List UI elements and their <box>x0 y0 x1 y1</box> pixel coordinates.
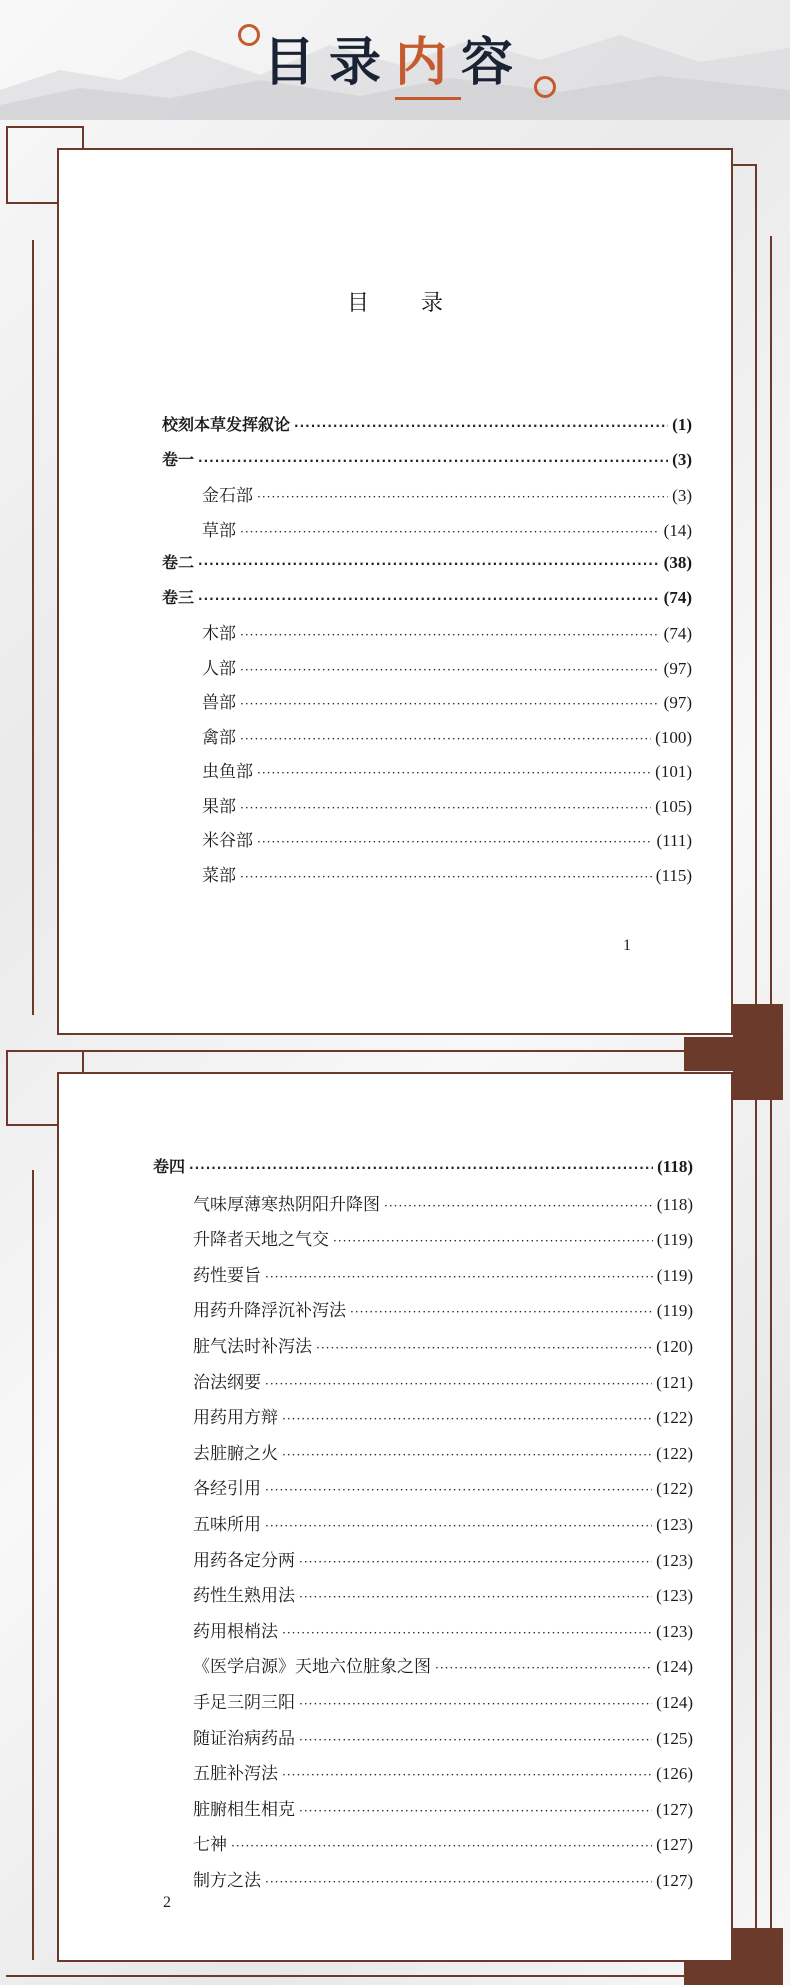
toc-entry-page: (97) <box>663 658 692 678</box>
toc-leader-dots <box>282 1626 652 1640</box>
toc-entry-page: (121) <box>656 1372 693 1392</box>
toc-entry-page: (1) <box>672 415 692 434</box>
toc-entry-page: (105) <box>655 796 692 816</box>
toc-entry-title: 药性要旨 <box>193 1265 261 1286</box>
toc-entry-title: 菜部 <box>202 865 236 886</box>
toc-leader-dots <box>282 1412 652 1426</box>
toc-entry-title: 药用根梢法 <box>193 1621 278 1642</box>
toc-entry-page: (119) <box>656 1230 693 1250</box>
header-title-char: 容 <box>461 32 528 93</box>
toc-entry[interactable] <box>153 1296 693 1332</box>
toc-entry-page: (118) <box>656 1194 693 1214</box>
toc-entry[interactable] <box>153 1368 693 1404</box>
toc-leader-dots <box>265 1519 652 1533</box>
toc-leader-dots <box>189 1161 653 1175</box>
toc-entry[interactable] <box>162 688 692 723</box>
toc-entry-page: (125) <box>656 1728 693 1748</box>
toc-entry-title: 金石部 <box>202 486 253 506</box>
toc-entry-title: 制方之法 <box>193 1870 261 1891</box>
toc-entry[interactable] <box>162 550 692 585</box>
frame-line <box>6 126 8 204</box>
toc-entry[interactable] <box>162 481 692 516</box>
frame-line <box>32 240 34 1015</box>
frame-line <box>6 1050 686 1052</box>
toc-entry-page: (101) <box>655 762 692 781</box>
toc-entry-title: 气味厚薄寒热阴阳升降图 <box>193 1194 380 1215</box>
toc-entry-title: 脏气法时补泻法 <box>193 1336 312 1357</box>
frame-line <box>32 1170 34 1960</box>
toc-list <box>153 1154 693 1901</box>
toc-leader-dots <box>282 1448 652 1462</box>
toc-leader-dots <box>299 1590 652 1604</box>
toc-entry-page: (123) <box>656 1586 693 1606</box>
toc-entry-page: (122) <box>656 1443 693 1463</box>
toc-entry-page: (127) <box>656 1799 693 1819</box>
decorative-ring <box>534 76 556 98</box>
toc-entry-page: (123) <box>656 1550 693 1570</box>
frame-line <box>770 236 772 1006</box>
toc-entry-title: 校刻本草发挥叙论 <box>162 415 291 434</box>
toc-entry-title: 卷一 <box>162 449 195 469</box>
toc-leader-dots <box>294 419 668 433</box>
page-number: 1 <box>623 937 631 954</box>
toc-entry-title: 各经引用 <box>193 1479 261 1500</box>
toc-entry[interactable] <box>162 412 692 447</box>
toc-leader-dots <box>198 592 660 606</box>
toc-leader-dots <box>333 1234 653 1248</box>
toc-entry[interactable] <box>153 1830 693 1866</box>
toc-entry[interactable] <box>162 654 692 689</box>
toc-entry[interactable] <box>153 1154 693 1190</box>
toc-entry-page: (3) <box>672 449 692 469</box>
corner-block <box>733 1928 783 1985</box>
toc-entry-title: 用药各定分两 <box>193 1550 295 1571</box>
toc-entry-page: (126) <box>656 1764 693 1784</box>
toc-entry[interactable] <box>162 723 692 758</box>
toc-entry[interactable] <box>162 619 692 654</box>
toc-leader-dots <box>435 1661 652 1675</box>
toc-entry[interactable] <box>162 861 692 896</box>
toc-entry-title: 用药升降浮沉补泻法 <box>193 1301 346 1322</box>
toc-list <box>162 412 692 895</box>
corner-block <box>733 1004 783 1100</box>
frame-line <box>755 1100 757 1930</box>
toc-leader-dots <box>257 835 652 849</box>
toc-entry-title: 兽部 <box>202 693 236 713</box>
toc-leader-dots <box>265 1270 653 1284</box>
toc-entry-page: (38) <box>663 553 692 572</box>
toc-entry-page: (118) <box>657 1157 693 1176</box>
toc-entry-page: (127) <box>656 1835 693 1855</box>
toc-entry[interactable] <box>162 516 692 551</box>
toc-entry-page: (119) <box>656 1301 693 1321</box>
toc-entry-page: (14) <box>663 520 692 540</box>
toc-entry[interactable] <box>162 757 692 792</box>
toc-entry-title: 果部 <box>202 796 236 817</box>
toc-entry-title: 卷二 <box>162 553 195 572</box>
frame-line <box>755 164 757 1004</box>
toc-entry[interactable] <box>153 1332 693 1368</box>
toc-leader-dots <box>299 1555 652 1569</box>
toc-entry-page: (127) <box>656 1870 693 1890</box>
decorative-ring <box>238 24 260 46</box>
toc-entry-page: (119) <box>656 1265 693 1285</box>
toc-leader-dots <box>299 1733 652 1747</box>
toc-leader-dots <box>265 1377 652 1391</box>
toc-leader-dots <box>316 1341 652 1355</box>
toc-leader-dots <box>265 1875 652 1889</box>
toc-entry[interactable] <box>162 792 692 827</box>
toc-entry-title: 手足三阴三阳 <box>193 1692 295 1713</box>
toc-entry[interactable] <box>153 1652 693 1688</box>
toc-entry-title: 脏腑相生相克 <box>193 1799 295 1820</box>
toc-entry[interactable] <box>153 1474 693 1510</box>
toc-leader-dots <box>240 801 651 815</box>
toc-entry-title: 用药用方辩 <box>193 1408 278 1429</box>
toc-entry-title: 虫鱼部 <box>202 762 253 782</box>
toc-entry-title: 随证治病药品 <box>193 1728 295 1749</box>
toc-heading-char: 目 <box>346 291 369 316</box>
toc-entry-page: (74) <box>663 624 692 643</box>
toc-heading <box>59 286 731 317</box>
toc-entry[interactable] <box>162 826 692 861</box>
toc-entry[interactable] <box>153 1795 693 1831</box>
toc-leader-dots <box>257 490 668 504</box>
frame-line <box>82 1050 84 1074</box>
toc-leader-dots <box>240 697 660 711</box>
frame-line <box>82 126 84 150</box>
toc-leader-dots <box>240 628 660 642</box>
toc-entry-title: 七神 <box>193 1835 227 1856</box>
toc-entry-page: (122) <box>656 1408 693 1428</box>
toc-entry-page: (122) <box>656 1479 693 1499</box>
toc-leader-dots <box>299 1697 652 1711</box>
toc-leader-dots <box>257 766 651 780</box>
toc-entry-title: 去脏腑之火 <box>193 1443 278 1464</box>
frame-line <box>6 202 58 204</box>
toc-leader-dots <box>350 1305 653 1319</box>
toc-leader-dots <box>282 1768 652 1782</box>
toc-entry-page: (3) <box>672 486 692 505</box>
toc-entry[interactable] <box>162 585 692 620</box>
toc-entry[interactable] <box>153 1759 693 1795</box>
frame-line <box>6 1975 686 1977</box>
toc-leader-dots <box>240 525 660 539</box>
toc-entry-title: 木部 <box>202 624 236 644</box>
toc-entry-title: 人部 <box>202 658 236 679</box>
toc-leader-dots <box>198 454 668 468</box>
toc-entry-title: 卷三 <box>162 587 195 607</box>
page-number: 2 <box>163 1894 171 1911</box>
toc-entry-page: (124) <box>656 1692 693 1712</box>
toc-entry-page: (123) <box>656 1514 693 1534</box>
toc-entry[interactable] <box>153 1688 693 1724</box>
toc-entry-page: (97) <box>663 693 692 712</box>
toc-entry-page: (111) <box>656 831 692 850</box>
toc-entry[interactable] <box>153 1225 693 1261</box>
toc-entry-page: (100) <box>655 727 692 747</box>
toc-entry[interactable] <box>162 447 692 482</box>
corner-block <box>684 1962 734 1985</box>
toc-entry[interactable] <box>153 1617 693 1653</box>
toc-page-1 <box>57 148 733 1035</box>
frame-line <box>6 1124 58 1126</box>
toc-entry-page: (124) <box>656 1657 693 1677</box>
toc-entry[interactable] <box>153 1581 693 1617</box>
toc-entry-page: (115) <box>655 865 692 885</box>
toc-heading-char: 录 <box>421 291 444 316</box>
toc-entry[interactable] <box>153 1510 693 1546</box>
toc-leader-dots <box>198 557 660 571</box>
frame-line <box>770 1100 772 1930</box>
corner-block <box>684 1037 734 1071</box>
toc-entry[interactable] <box>153 1724 693 1760</box>
toc-entry-title: 药性生熟用法 <box>193 1586 295 1607</box>
frame-line <box>6 126 84 128</box>
header-title-char: 目 <box>262 32 329 93</box>
toc-entry[interactable] <box>153 1403 693 1439</box>
header-title-char-accent: 内 <box>395 20 461 100</box>
toc-leader-dots <box>240 732 651 746</box>
toc-leader-dots <box>231 1839 652 1853</box>
toc-entry-title: 五脏补泻法 <box>193 1764 278 1785</box>
toc-page-2 <box>57 1072 733 1962</box>
frame-line <box>733 164 757 166</box>
toc-entry-title: 草部 <box>202 520 236 541</box>
toc-leader-dots <box>384 1199 653 1213</box>
toc-entry-page: (74) <box>663 587 692 607</box>
frame-line <box>6 1050 8 1126</box>
toc-entry-title: 五味所用 <box>193 1514 261 1535</box>
toc-entry-title: 米谷部 <box>202 831 253 851</box>
toc-entry[interactable] <box>153 1866 693 1902</box>
header-title-char: 录 <box>328 32 395 93</box>
toc-entry-title: 升降者天地之气交 <box>193 1230 329 1251</box>
toc-entry[interactable] <box>153 1261 693 1297</box>
toc-entry-page: (123) <box>656 1621 693 1641</box>
toc-leader-dots <box>299 1804 652 1818</box>
toc-entry-title: 治法纲要 <box>193 1372 261 1393</box>
toc-leader-dots <box>240 870 652 884</box>
toc-leader-dots <box>240 663 660 677</box>
header-title <box>0 20 790 100</box>
toc-entry-title: 《医学启源》天地六位脏象之图 <box>193 1657 431 1678</box>
toc-entry[interactable] <box>153 1546 693 1582</box>
toc-entry-title: 禽部 <box>202 727 236 748</box>
toc-entry-page: (120) <box>656 1336 693 1356</box>
toc-leader-dots <box>265 1483 652 1497</box>
toc-entry[interactable] <box>153 1190 693 1226</box>
toc-entry-title: 卷四 <box>153 1157 186 1176</box>
toc-entry[interactable] <box>153 1439 693 1475</box>
